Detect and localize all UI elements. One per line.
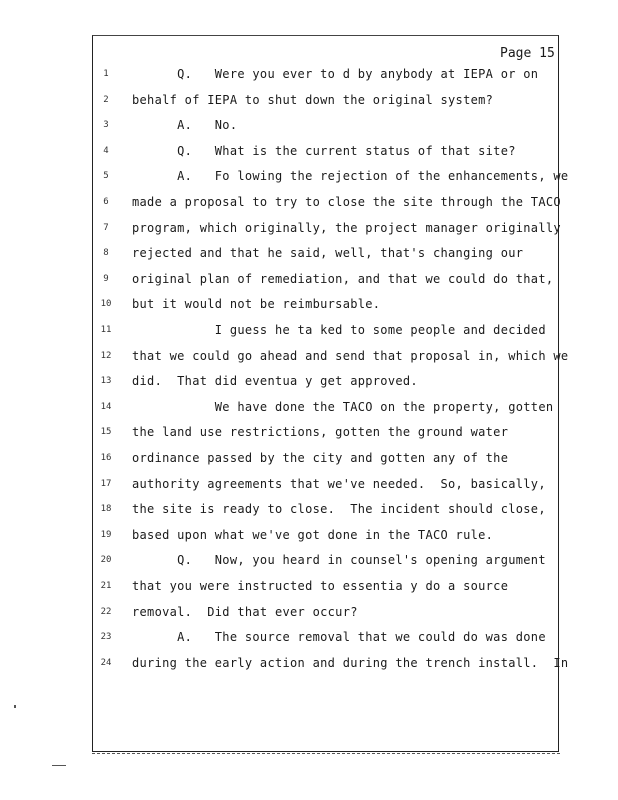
transcript-line xyxy=(0,297,618,317)
transcript-line xyxy=(0,272,618,292)
line-text: removal. Did that ever occur? xyxy=(132,604,358,619)
transcript-line xyxy=(0,374,618,394)
transcript-line xyxy=(0,528,618,548)
line-text: rejected and that he said, well, that's changing our xyxy=(132,246,524,261)
line-text: I guess he ta ked to some people and decided xyxy=(132,323,546,337)
transcript-line xyxy=(0,502,618,522)
line-text: behalf of IEPA to shut down the original system? xyxy=(132,92,494,107)
transcript-line xyxy=(0,246,618,266)
line-number: 3 xyxy=(103,120,109,131)
line-number: 10 xyxy=(100,299,112,310)
transcript-line xyxy=(0,477,618,497)
line-text: during the early action and during the trench install. In xyxy=(132,655,569,670)
transcript-line xyxy=(0,195,618,215)
line-text: made a proposal to try to close the site through the TACO xyxy=(132,195,561,209)
transcript-line xyxy=(0,553,618,573)
margin-mark xyxy=(14,705,16,708)
line-text: We have done the TACO on the property, gotten xyxy=(132,399,554,414)
line-number: 16 xyxy=(100,453,112,463)
footer-rule xyxy=(92,753,560,754)
line-number: 14 xyxy=(100,401,112,412)
transcript-line xyxy=(0,656,618,676)
line-number: 4 xyxy=(103,145,109,156)
transcript-line xyxy=(0,579,618,599)
line-number: 9 xyxy=(103,273,109,284)
line-number: 17 xyxy=(100,478,112,489)
line-number: 15 xyxy=(100,427,112,438)
line-text: but it would not be reimbursable. xyxy=(132,297,381,312)
transcript-line xyxy=(0,323,618,343)
line-text: did. That did eventua y get approved. xyxy=(132,374,418,389)
line-number: 18 xyxy=(100,504,112,515)
line-number: 6 xyxy=(103,197,109,207)
line-text: that we could go ahead and send that proposal in, which we xyxy=(132,348,569,363)
transcript-line xyxy=(0,400,618,420)
line-text: based upon what we've got done in the TACO rule. xyxy=(132,527,494,542)
margin-mark xyxy=(52,765,66,766)
line-number: 13 xyxy=(100,376,112,387)
line-number: 24 xyxy=(100,657,112,668)
line-number: 8 xyxy=(103,248,109,259)
line-number: 12 xyxy=(100,350,112,361)
line-text: A. The source removal that we could do was done xyxy=(132,630,546,645)
line-number: 20 xyxy=(100,555,112,566)
line-text: that you were instructed to essentia y do a source xyxy=(132,579,509,593)
line-number: 19 xyxy=(100,529,112,540)
page-number: Page 15 xyxy=(500,46,555,61)
line-text: ordinance passed by the city and gotten any of the xyxy=(132,451,509,465)
line-text: the land use restrictions, gotten the ground water xyxy=(132,425,509,440)
line-number: 22 xyxy=(100,606,112,617)
line-number: 5 xyxy=(103,171,109,182)
line-text: program, which originally, the project manager originally xyxy=(132,220,561,235)
line-number: 7 xyxy=(103,222,109,233)
transcript-line xyxy=(0,451,618,471)
line-text: authority agreements that we've needed. So, basically, xyxy=(132,476,546,491)
transcript-line xyxy=(0,144,618,164)
transcript-line xyxy=(0,630,618,650)
transcript-line xyxy=(0,93,618,113)
transcript-line xyxy=(0,605,618,625)
transcript-line xyxy=(0,349,618,369)
line-number: 11 xyxy=(100,325,112,335)
line-number: 21 xyxy=(100,581,112,591)
transcript-line xyxy=(0,67,618,87)
line-number: 1 xyxy=(103,69,109,79)
line-number: 2 xyxy=(103,94,109,105)
line-number: 23 xyxy=(100,632,112,643)
transcript-line xyxy=(0,425,618,445)
line-text: Q. Now, you heard in counsel's opening argument xyxy=(132,553,546,568)
transcript-line xyxy=(0,118,618,138)
line-text: original plan of remediation, and that we could do that, xyxy=(132,271,554,286)
transcript-line xyxy=(0,169,618,189)
line-text: A. Fo lowing the rejection of the enhancements, we xyxy=(132,169,569,184)
line-text: Q. What is the current status of that site? xyxy=(132,143,516,158)
line-text: A. No. xyxy=(132,118,238,133)
transcript-line xyxy=(0,221,618,241)
line-text: Q. Were you ever to d by anybody at IEPA or on xyxy=(132,67,539,81)
line-text: the site is ready to close. The incident should close, xyxy=(132,502,546,517)
